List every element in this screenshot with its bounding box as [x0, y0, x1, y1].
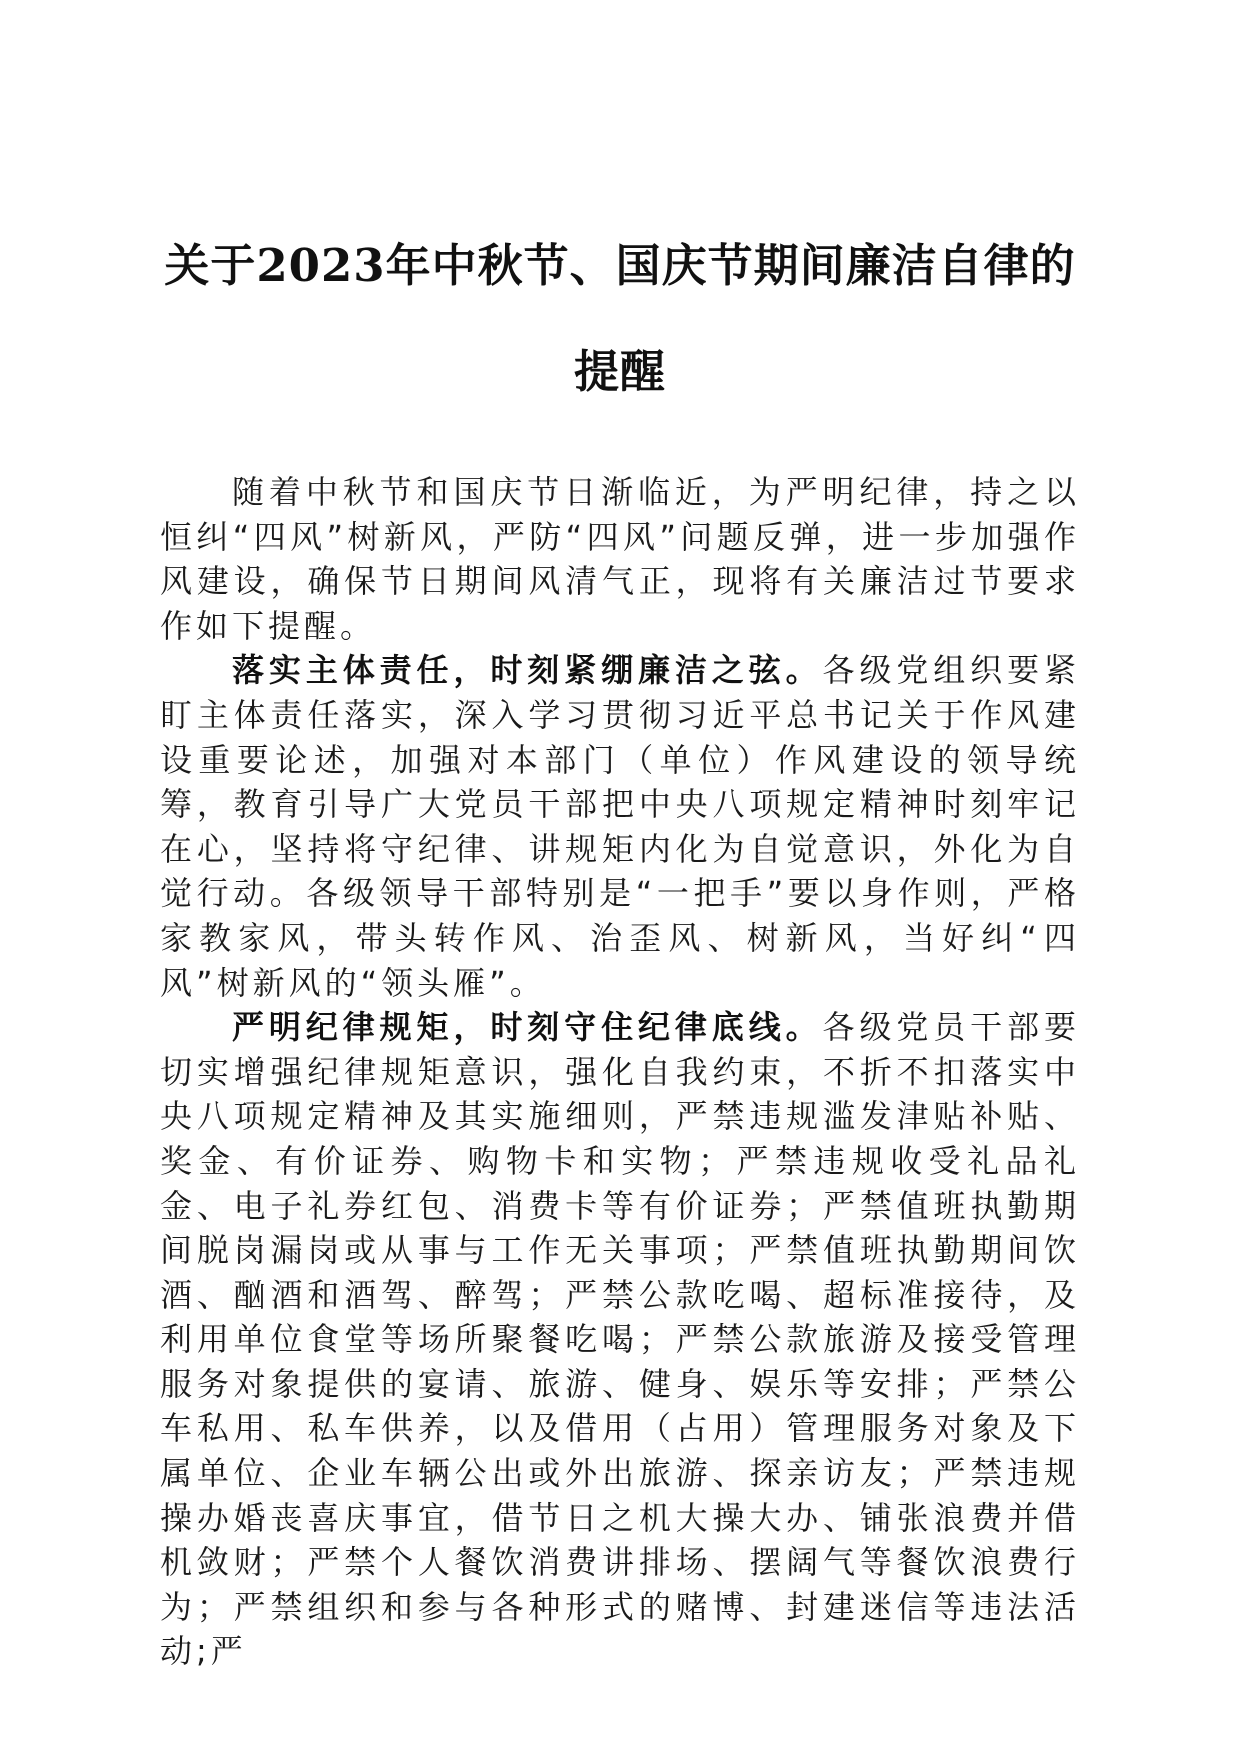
section-heading-responsibility: 落实主体责任，时刻紧绷廉洁之弦。 — [232, 651, 823, 690]
section-paragraph-responsibility — [160, 648, 1080, 1005]
document-body — [160, 470, 1080, 1674]
document-title-line-1: 关于2023年中秋节、国庆节期间廉洁自律的 — [164, 239, 1076, 292]
section-paragraph-discipline — [160, 1005, 1080, 1674]
section-text-discipline: 各级党员干部要切实增强纪律规矩意识，强化自我约束，不折不扣落实中央八项规定精神及其实施细则，严禁违规滥发津贴补贴、奖金、有价证券、购物卡和实物；严禁违规收受礼品礼金、电子礼券红包、消费卡等有价证券；严禁值班执勤期间脱岗漏岗或从事与工作无关事项；严禁值班执勤期间饮酒、酗酒和酒驾、醉驾；严禁公款吃喝、超标准接待，及利用单位食堂等场所聚餐吃喝；严禁公款旅游及接受管理服务对象提供的宴请、旅游、健身、娱乐等安排；严禁公车私用、私车供养，以及借用（占用）管理服务对象及下属单位、企业车辆公出或外出旅游、探亲访友；严禁违规操办婚丧喜庆事宜，借节日之机大操大办、铺张浪费并借机敛财；严禁个人餐饮消费讲排场、摆阔气等餐饮浪费行为；严禁组织和参与各种形式的赌博、封建迷信等违法活动;严 — [160, 1008, 1080, 1671]
document-title-line-2: 提醒 — [573, 345, 666, 398]
section-text-responsibility: 各级党组织要紧盯主体责任落实，深入学习贯彻习近平总书记关于作风建设重要论述，加强对本部门（单位）作风建设的领导统筹，教育引导广大党员干部把中央八项规定精神时刻牢记在心，坚持将守纪律、讲规矩内化为自觉意识，外化为自觉行动。各级领导干部特别是“一把手”要以身作则，严格家教家风，带头转作风、治歪风、树新风，当好纠“四风”树新风的“领头雁”。 — [160, 651, 1080, 1002]
section-heading-discipline: 严明纪律规矩，时刻守住纪律底线。 — [232, 1008, 823, 1047]
intro-paragraph: 随着中秋节和国庆节日渐临近，为严明纪律，持之以恒纠“四风”树新风，严防“四风”问题反弹，进一步加强作风建设，确保节日期间风清气正，现将有关廉洁过节要求作如下提醒。 — [160, 473, 1080, 645]
